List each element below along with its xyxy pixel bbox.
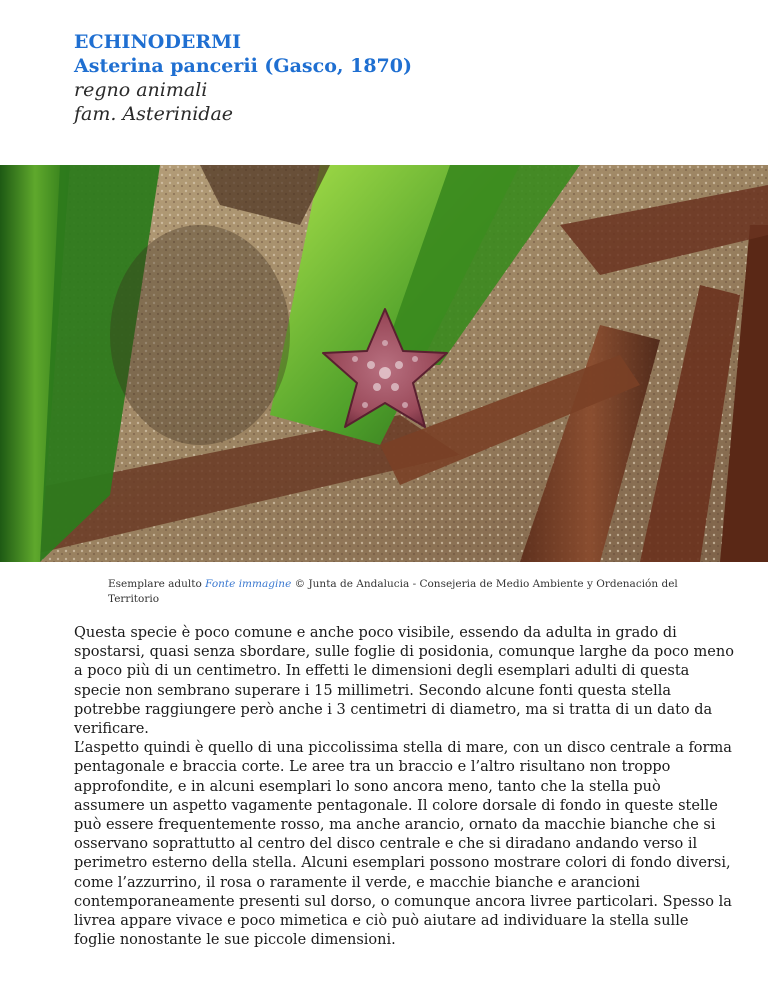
caption-prefix: Esemplare adulto [108, 578, 202, 590]
document-header [74, 30, 412, 126]
phylum-title: ECHINODERMI [74, 31, 242, 53]
kingdom-label: regno animali [74, 79, 208, 101]
image-source-link[interactable]: Fonte immagine [205, 578, 292, 590]
species-title: Asterina pancerii (Gasco, 1870) [74, 55, 412, 77]
paragraph-size: Questa specie è poco comune e anche poco visibile, essendo da adulta in grado di spostarsi, quasi senza sbordare, sulle foglie di posidonia, comunque larghe da poco meno a poco più di un centimetro. In effetti le dimensioni degli esemplari adulti di questa specie non sembrano superare i 15 millimetri. Secondo alcune fonti questa stella potrebbe raggiungere però anche i 3 centimetri di diametro, ma si tratta di un dato da verificare. [74, 625, 734, 738]
family-label: fam. Asterinidae [74, 103, 234, 125]
paragraph-appearance: L’aspetto quindi è quello di una piccolissima stella di mare, con un disco centrale a forma pentagonale e braccia corte. Le aree tra un braccio e l’altro risultano non troppo approfondite, e in alcuni esemplari lo sono ancora meno, tanto che la stella può assumere un aspetto vagamente pentagonale. Il colore dorsale di fondo in queste stelle può essere frequentemente rosso, ma anche arancio, ornato da macchie bianche che si osservano soprattutto al centro del disco centrale e che si diradano andando verso il perimetro esterno della stella. Alcuni esemplari possono mostrare colori di fondo diversi, come l’azzurrino, il rosa o raramente il verde, e macchie bianche e arancioni contemporaneamente presenti sul dorso, o comunque ancora livree particolari. Spesso la livrea appare vivace e poco mimetica e ciò può aiutare ad individuare la stella sulle foglie nonostante le sue piccole dimensioni. [74, 740, 732, 949]
caption-credit: © Junta de Andalucia - Consejeria de Medio Ambiente y Ordenación del Territorio [108, 578, 678, 605]
starfish-photo [0, 165, 768, 562]
photo-caption [108, 577, 708, 607]
description-text [74, 624, 734, 950]
